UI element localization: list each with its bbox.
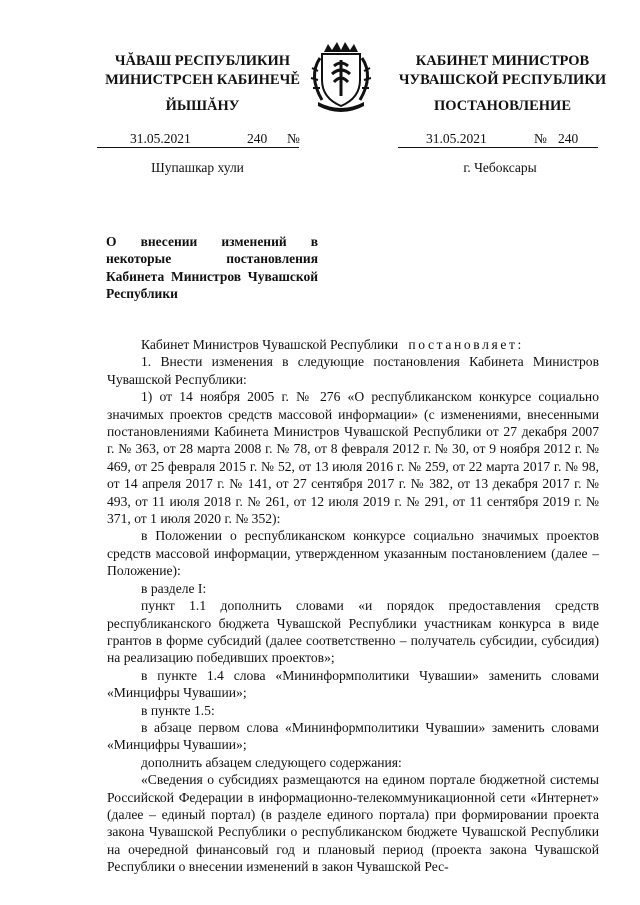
header-right-date-line	[398, 131, 598, 148]
document-subject: О внесении изменений в некоторые постановления Кабинета Министров Чувашской Республики	[106, 234, 318, 301]
intro-text: Кабинет Министров Чувашской Республики	[141, 337, 399, 352]
body-paragraph: дополнить абзацем следующего содержания:	[141, 754, 402, 770]
header-right-no-sign: №	[534, 131, 547, 146]
header-right-title	[395, 52, 610, 90]
body-paragraph: в разделе I:	[141, 580, 207, 596]
header-left-line1: ЧĂВАШ РЕСПУБЛИКИН	[114, 53, 291, 69]
document-body	[107, 336, 599, 876]
header-left-title	[95, 52, 310, 90]
header-left-doc-type: ЙЫШĂНУ	[165, 98, 240, 114]
header-left-date: 31.05.2021	[130, 131, 191, 146]
body-paragraph: в пункте 1.4 слова «Мининформполитики Чувашии» заменить словами «Минцифры Чувашии»;	[107, 667, 599, 701]
header-right-number: 240	[558, 131, 579, 146]
header-right-city: г. Чебоксары	[463, 160, 537, 175]
body-paragraph: «Сведения о субсидиях размещаются на едином портале бюджетной системы Российской Федерации в информационно-телекоммуникационной сети «Интернет» (далее – единый портал) (в разделе единого портала) при формировании проекта закона Чувашской Республики о республиканском бюджете Чувашской Республики на очередной финансовый год и плановый период (проекта закона Чувашской Республики о внесении изменений в закон Чувашской Рес-	[107, 772, 599, 875]
intro-paragraph	[107, 336, 599, 353]
header-right-doc-type: ПОСТАНОВЛЕНИЕ	[433, 98, 571, 114]
header-left-date-line	[97, 131, 299, 148]
header-left-city: Шупашкар хули	[151, 160, 244, 175]
header-left-number: 240	[247, 131, 268, 146]
body-paragraph: пункт 1.1 дополнить словами «и порядок предоставления средств республиканского бюджета Чувашской Республики участникам конкурса в виде грантов в форме субсидий (далее соответственно – получатель субсидии, субсидия) на реализацию победивших проектов»;	[107, 598, 599, 666]
intro-verb: постановляет:	[408, 337, 524, 352]
chuvash-coat-of-arms-icon	[294, 40, 388, 112]
header-right-line2: ЧУВАШСКОЙ РЕСПУБЛИКИ	[398, 72, 607, 88]
body-paragraph: в Положении о республиканском конкурсе социально значимых проектов средств массовой информации, утвержденном указанным постановлением (далее – Положение):	[107, 528, 599, 579]
header-right-line1: КАБИНЕТ МИНИСТРОВ	[415, 53, 590, 69]
body-paragraph: 1. Внести изменения в следующие постановления Кабинета Министров Чувашской Республики:	[107, 354, 599, 387]
header-right-date: 31.05.2021	[426, 131, 487, 146]
header-left-line2: МИНИСТРСЕН КАБИНЕЧĚ	[105, 72, 300, 88]
body-paragraph: в абзаце первом слова «Мининформполитики Чувашии» заменить словами «Минцифры Чувашии»;	[107, 719, 599, 753]
header-left-no-sign: №	[287, 131, 300, 146]
body-paragraph: в пункте 1.5:	[141, 702, 215, 718]
body-paragraph: 1) от 14 ноября 2005 г. № 276 «О республиканском конкурсе социально значимых проектов средств массовой информации» (с изменениями, внесенными постановлениями Кабинета Министров Чувашской Республики от 27 декабря 2007 г. № 363, от 28 марта 2008 г. № 78, от 8 февраля 2012 г. № 30, от 9 ноября 2012 г. № 469, от 25 февраля 2015 г. № 52, от 13 июля 2016 г. № 259, от 22 марта 2017 г. № 98, от 14 апреля 2017 г. № 141, от 27 сентября 2017 г. № 382, от 13 декабря 2017 г. № 493, от 11 июля 2018 г. № 261, от 12 июля 2019 г. № 291, от 11 сентября 2019 г. № 371, от 1 июля 2020 г. № 352):	[107, 389, 599, 527]
